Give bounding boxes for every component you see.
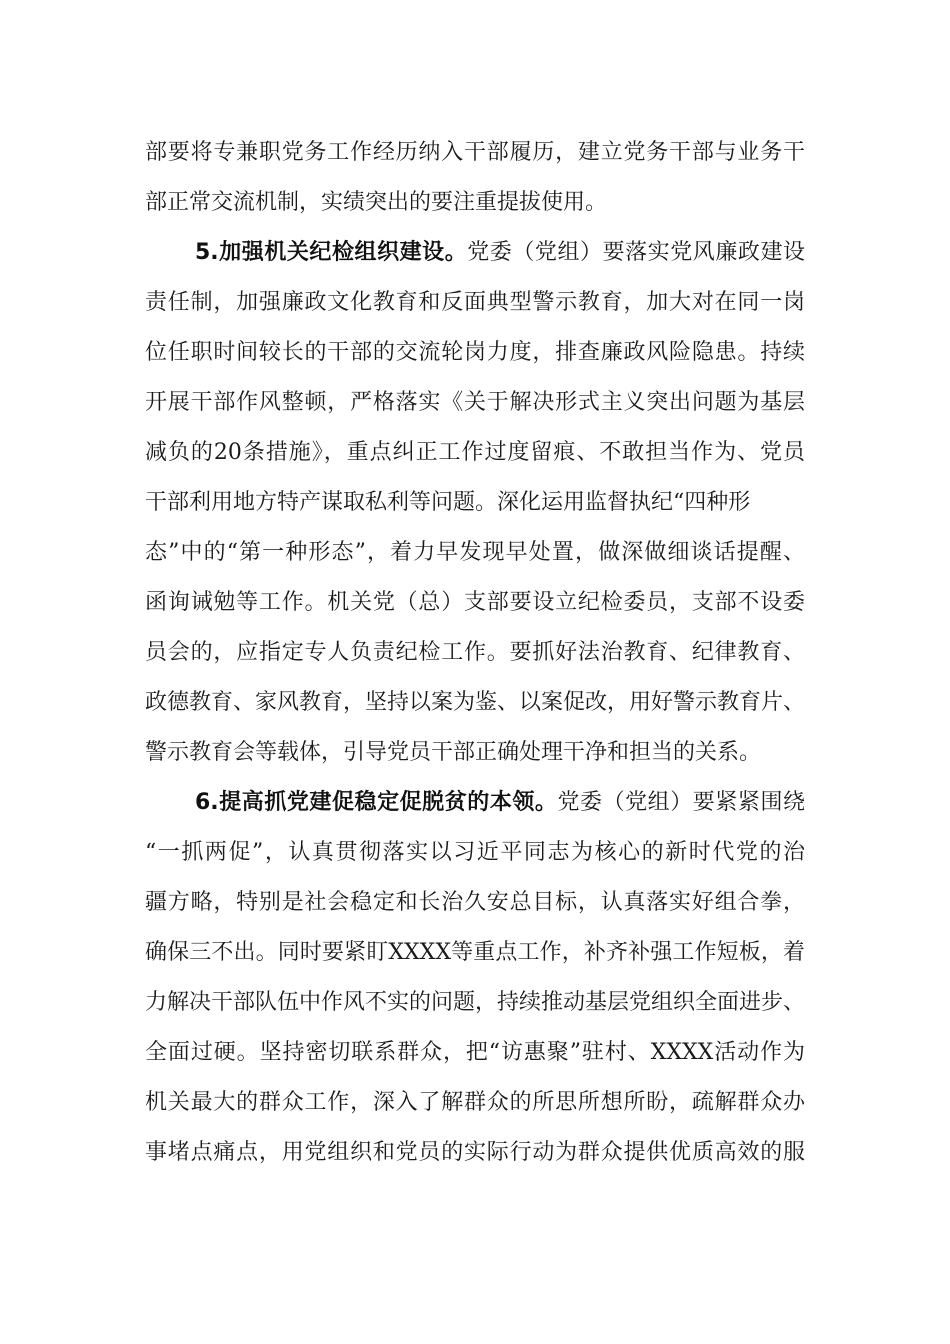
text-line-8: 态”中的“第一种形态”，着力早发现早处置，做深做细谈话提醒、 xyxy=(145,540,805,565)
text-line-19: 事堵点痛点，用党组织和党员的实际行动为群众提供优质高效的服 xyxy=(145,1140,805,1165)
text-line-4: 位任职时间较长的干部的交流轮岗力度，排查廉政风险隐患。持续 xyxy=(145,340,805,365)
text-line-16: 力解决干部队伍中作风不实的问题，持续推动基层党组织全面进步、 xyxy=(145,990,806,1015)
text-line-17: 全面过硬。坚持密切联系群众，把“访惠聚”驻村、XXXX活动作为 xyxy=(145,1040,805,1065)
text-line-2: 部正常交流机制，实绩突出的要注重提拔使用。 xyxy=(145,190,608,215)
section-5-lead-text: 党委（党组）要落实党风廉政建设 xyxy=(467,240,805,265)
text-line-5: 开展干部作风整顿，严格落实《关于解决形式主义突出问题为基层 xyxy=(145,390,805,415)
section-5-first-line xyxy=(195,233,805,273)
text-line-6: 减负的20条措施》，重点纠正工作过度留痕、不敢担当作为、党员 xyxy=(145,440,805,465)
text-line-9: 函询诫勉等工作。机关党（总）支部要设立纪检委员，支部不设委 xyxy=(145,590,805,615)
text-line-10: 员会的，应指定专人负责纪检工作。要抓好法治教育、纪律教育、 xyxy=(145,640,805,665)
text-line-13: “一抓两促”，认真贯彻落实以习近平同志为核心的新时代党的治 xyxy=(145,840,805,865)
section-6-lead-text: 党委（党组）要紧紧围绕 xyxy=(557,790,805,815)
text-line-1: 部要将专兼职党务工作经历纳入干部履历，建立党务干部与业务干 xyxy=(145,140,805,165)
text-line-11: 政德教育、家风教育，坚持以案为鉴、以案促改，用好警示教育片、 xyxy=(145,690,806,715)
section-6-first-line xyxy=(195,783,805,823)
text-line-15: 确保三不出。同时要紧盯XXXX等重点工作，补齐补强工作短板，着 xyxy=(145,940,805,965)
text-line-18: 机关最大的群众工作，深入了解群众的所思所想所盼，疏解群众办 xyxy=(145,1090,805,1115)
text-line-14: 疆方略，特别是社会稳定和长治久安总目标，认真落实好组合拳， xyxy=(145,890,805,915)
text-line-12: 警示教育会等载体，引导党员干部正确处理干净和担当的关系。 xyxy=(145,740,762,765)
section-6-heading: 6.提高抓党建促稳定促脱贫的本领。 xyxy=(195,790,558,815)
text-line-7: 干部利用地方特产谋取私利等问题。深化运用监督执纪“四种形 xyxy=(145,490,751,515)
section-5-heading: 5.加强机关纪检组织建设。 xyxy=(195,240,468,265)
text-line-3: 责任制，加强廉政文化教育和反面典型警示教育，加大对在同一岗 xyxy=(145,290,805,315)
